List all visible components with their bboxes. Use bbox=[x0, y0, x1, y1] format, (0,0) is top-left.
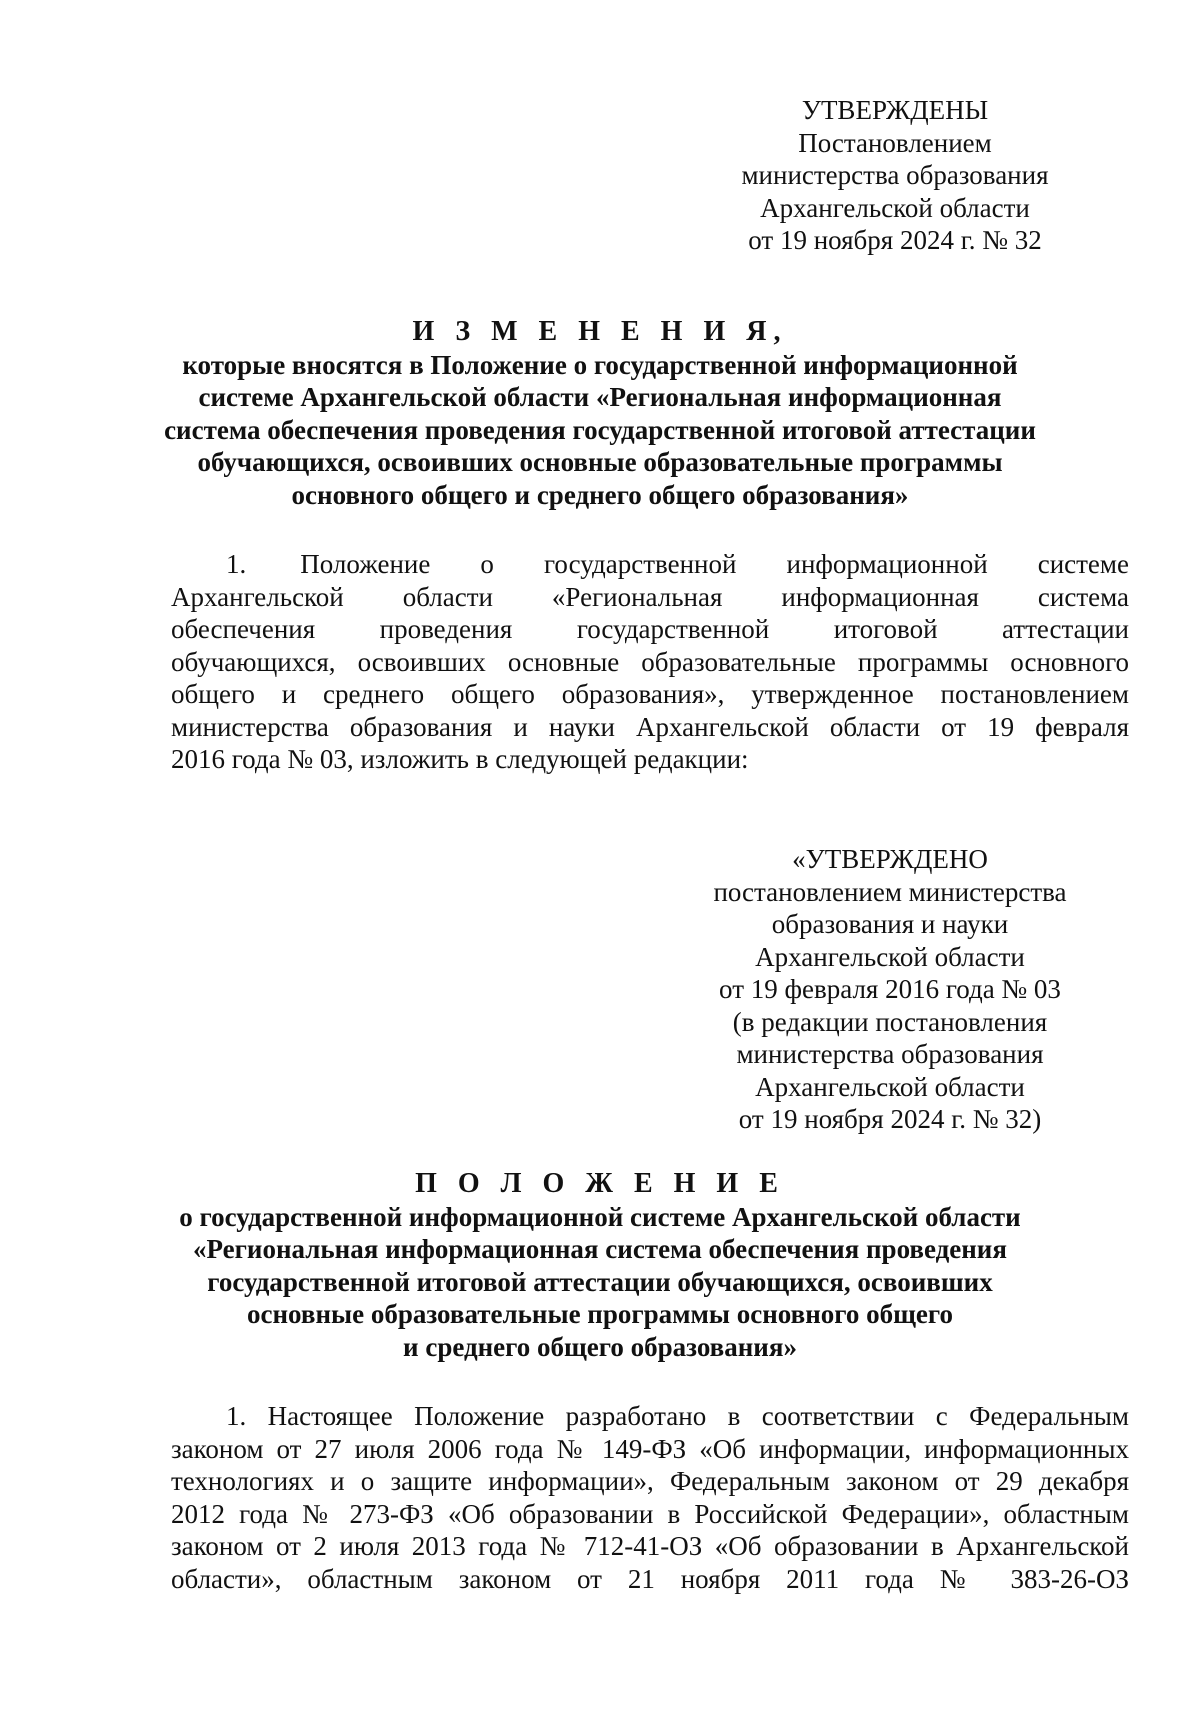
paragraph-line: обеспечения проведения государственной итоговой аттестации bbox=[171, 614, 1129, 644]
changes-heading bbox=[150, 316, 1050, 511]
approval-line: Архангельской области bbox=[760, 192, 1030, 223]
changes-heading-title: И З М Е Н Е Н И Я, bbox=[412, 316, 788, 347]
paragraph-2 bbox=[171, 1400, 1129, 1595]
paragraph-line: 1. Настоящее Положение разработано в соответствии с Федеральным bbox=[226, 1401, 1129, 1431]
quoted-approval-line: Архангельской области bbox=[755, 941, 1025, 972]
regulation-heading bbox=[150, 1168, 1050, 1363]
paragraph-line: министерства образования и науки Архангельской области от 19 февраля bbox=[171, 711, 1129, 742]
quoted-approval-line: от 19 ноября 2024 г. № 32) bbox=[738, 1104, 1042, 1134]
paragraph-line: 2012 года № 273-ФЗ «Об образовании в Российской Федерации», областным bbox=[171, 1498, 1129, 1529]
quoted-approval-line: «УТВЕРЖДЕНО bbox=[792, 844, 988, 874]
paragraph-1 bbox=[171, 548, 1129, 776]
changes-heading-line: обучающихся, освоивших основные образовательные программы bbox=[197, 447, 1003, 477]
approval-line: от 19 ноября 2024 г. № 32 bbox=[748, 225, 1042, 255]
changes-heading-line: которые вносятся в Положение о государственной информационной bbox=[182, 349, 1018, 380]
regulation-heading-title: П О Л О Ж Е Н И Е bbox=[415, 1168, 785, 1199]
paragraph-line: общего и среднего общего образования», утвержденное постановлением bbox=[171, 679, 1129, 709]
changes-heading-line: системе Архангельской области «Региональная информационная bbox=[198, 382, 1002, 412]
quoted-approval-line: министерства образования bbox=[736, 1039, 1044, 1069]
paragraph-line: обучающихся, освоивших основные образовательные программы основного bbox=[171, 646, 1129, 677]
approval-block bbox=[700, 94, 1090, 257]
approval-line: министерства образования bbox=[741, 160, 1049, 190]
regulation-heading-line: основные образовательные программы основного общего bbox=[247, 1299, 953, 1329]
approval-line: Постановлением bbox=[798, 127, 992, 158]
quoted-approval-line: Архангельской области bbox=[755, 1071, 1025, 1102]
quoted-approval-line: (в редакции постановления bbox=[732, 1006, 1048, 1037]
quoted-approval-block bbox=[690, 843, 1090, 1136]
regulation-heading-line: и среднего общего образования» bbox=[403, 1331, 797, 1362]
regulation-heading-line: «Региональная информационная система обеспечения проведения bbox=[193, 1234, 1007, 1264]
changes-heading-line: система обеспечения проведения государственной итоговой аттестации bbox=[164, 414, 1036, 445]
paragraph-line: 1. Положение о государственной информационной системе bbox=[226, 549, 1129, 579]
regulation-heading-line: государственной итоговой аттестации обучающихся, освоивших bbox=[207, 1266, 993, 1297]
quoted-approval-line: образования и науки bbox=[771, 909, 1009, 939]
paragraph-line: области», областным законом от 21 ноября 2011 года № 383-26-ОЗ bbox=[171, 1563, 1129, 1594]
paragraph-line: 2016 года № 03, изложить в следующей редакции: bbox=[171, 744, 749, 774]
paragraph-line: Архангельской области «Региональная информационная система bbox=[171, 581, 1129, 612]
paragraph-line: законом от 27 июля 2006 года № 149-ФЗ «Об информации, информационных bbox=[171, 1433, 1129, 1464]
paragraph-line: законом от 2 июля 2013 года № 712-41-ОЗ «Об образовании в Архангельской bbox=[171, 1531, 1129, 1561]
changes-heading-line: основного общего и среднего общего образования» bbox=[291, 479, 909, 510]
paragraph-line: технологиях и о защите информации», Федеральным законом от 29 декабря bbox=[171, 1466, 1129, 1496]
quoted-approval-line: постановлением министерства bbox=[713, 876, 1067, 907]
quoted-approval-line: от 19 февраля 2016 года № 03 bbox=[719, 974, 1061, 1004]
regulation-heading-line: о государственной информационной системе Архангельской области bbox=[179, 1201, 1021, 1232]
approval-line: УТВЕРЖДЕНЫ bbox=[801, 95, 989, 125]
